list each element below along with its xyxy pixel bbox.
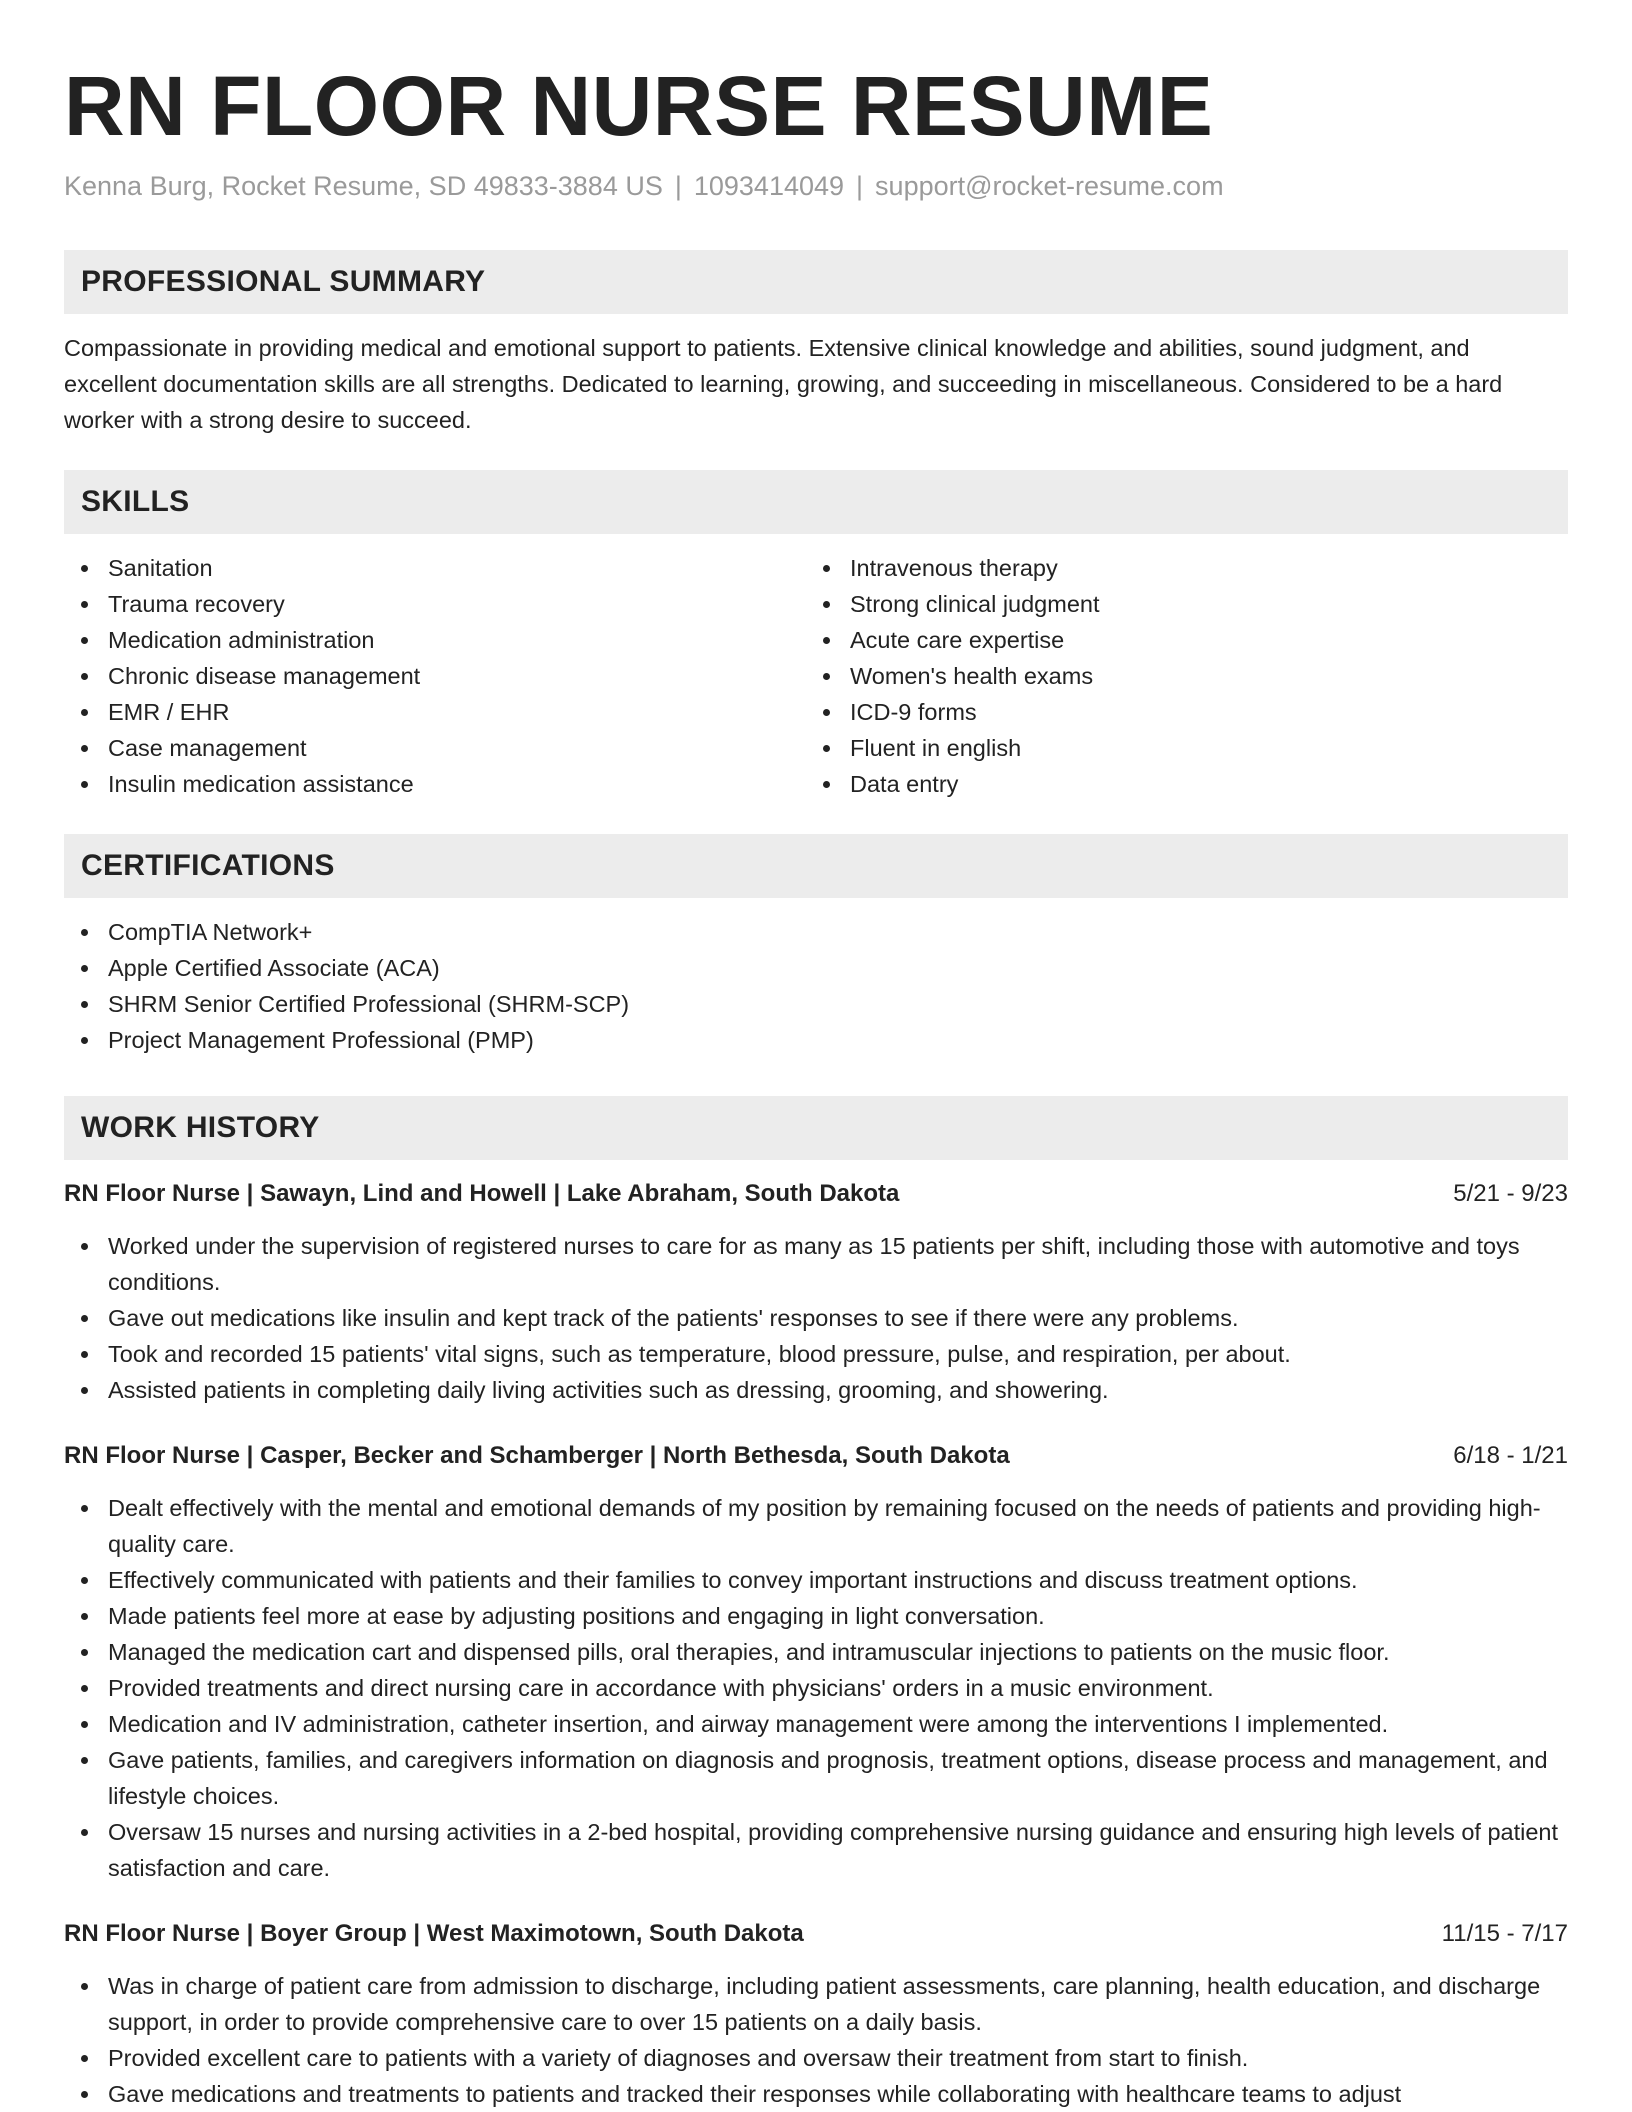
skill-item: Acute care expertise [806,622,1548,658]
skill-item: Data entry [806,766,1548,802]
skill-item: Medication administration [64,622,806,658]
job-duty-item: Oversaw 15 nurses and nursing activities in a 2-bed hospital, providing comprehensive nursing guidance and ensuring high levels of patient satisfaction and care. [64,1814,1568,1886]
job-duty-item: Was in charge of patient care from admission to discharge, including patient assessments, care planning, health education, and discharge support, in order to provide comprehensive care to over 15 patients on a daily basis. [64,1968,1568,2040]
certification-item: SHRM Senior Certified Professional (SHRM-SCP) [64,986,1568,1022]
job-duty-item: Assisted patients in completing daily living activities such as dressing, grooming, and showering. [64,1372,1568,1408]
skills-list-right [806,550,1548,802]
skill-item: Insulin medication assistance [64,766,806,802]
job-entry [64,1438,1568,1886]
skill-item: Women's health exams [806,658,1548,694]
skill-item: Sanitation [64,550,806,586]
resume-page [64,56,1568,2112]
job-dates: 5/21 - 9/23 [1453,1180,1568,1207]
job-header [64,1438,1568,1474]
job-dates: 6/18 - 1/21 [1453,1442,1568,1469]
job-dates: 11/15 - 7/17 [1441,1920,1568,1947]
contact-separator: | [674,171,682,201]
resume-title: RN FLOOR NURSE RESUME [64,59,1214,153]
job-duty-item: Worked under the supervision of registered nurses to care for as many as 15 patients per shift, including those with automotive and toys conditions. [64,1228,1568,1300]
summary-text: Compassionate in providing medical and emotional support to patients. Extensive clinical knowledge and abilities, sound judgment, and excellent documentation skills are all strengths. Dedicated to learning, growing, and succeeding in miscellaneous. Considered to be a hard worker with a strong desire to succeed. [64,335,1503,433]
skill-item: ICD-9 forms [806,694,1548,730]
skill-item: Intravenous therapy [806,550,1548,586]
certification-item: CompTIA Network+ [64,914,1568,950]
job-duty-item: Managed the medication cart and dispensed pills, oral therapies, and intramuscular injections to patients on the music floor. [64,1634,1568,1670]
job-duty-item: Gave patients, families, and caregivers information on diagnosis and prognosis, treatment options, disease process and management, and lifestyle choices. [64,1742,1568,1814]
section-heading-summary: PROFESSIONAL SUMMARY [64,250,1568,314]
skill-item: Trauma recovery [64,586,806,622]
contact-separator: | [856,171,864,201]
skill-item: Strong clinical judgment [806,586,1548,622]
certifications-list [64,914,1568,1058]
skill-item: Fluent in english [806,730,1548,766]
job-entry [64,1176,1568,1408]
job-duty-item: Made patients feel more at ease by adjusting positions and engaging in light conversation. [64,1598,1568,1634]
job-duty-item: Provided treatments and direct nursing care in accordance with physicians' orders in a music environment. [64,1670,1568,1706]
job-duty-item: Effectively communicated with patients and their families to convey important instructions and discuss treatment options. [64,1562,1568,1598]
certification-item: Project Management Professional (PMP) [64,1022,1568,1058]
section-heading-skills: SKILLS [64,470,1568,534]
job-duties-list [64,1490,1568,1886]
job-duties-list [64,1228,1568,1408]
job-duty-item: Dealt effectively with the mental and emotional demands of my position by remaining focused on the needs of patients and providing high-quality care. [64,1490,1568,1562]
skill-item: Case management [64,730,806,766]
skill-item: EMR / EHR [64,694,806,730]
certification-item: Apple Certified Associate (ACA) [64,950,1568,986]
job-duty-item: Medication and IV administration, catheter insertion, and airway management were among the interventions I implemented. [64,1706,1568,1742]
job-header [64,1916,1568,1952]
skills-columns [64,550,1568,802]
job-duty-item: Took and recorded 15 patients' vital signs, such as temperature, blood pressure, pulse, and respiration, per about. [64,1336,1568,1372]
job-duties-list [64,1968,1568,2112]
contact-phone: 1093414049 [693,171,845,201]
skill-item: Chronic disease management [64,658,806,694]
contact-line [64,168,1568,204]
job-duty-item: Provided excellent care to patients with a variety of diagnoses and oversaw their treatment from start to finish. [64,2040,1568,2076]
section-heading-certifications: CERTIFICATIONS [64,834,1568,898]
contact-address: Kenna Burg, Rocket Resume, SD 49833-3884 US [64,171,663,201]
job-title: RN Floor Nurse | Sawayn, Lind and Howell | Lake Abraham, South Dakota [64,1180,900,1207]
work-history-list [64,1176,1568,2112]
skills-list-left [64,550,806,802]
section-heading-work-history: WORK HISTORY [64,1096,1568,1160]
job-title: RN Floor Nurse | Boyer Group | West Maximotown, South Dakota [64,1920,804,1947]
job-header [64,1176,1568,1212]
contact-email: support@rocket-resume.com [875,171,1224,201]
job-entry [64,1916,1568,2112]
job-duty-item: Gave medications and treatments to patients and tracked their responses while collaborating with healthcare teams to adjust [64,2076,1568,2112]
job-duty-item: Gave out medications like insulin and kept track of the patients' responses to see if there were any problems. [64,1300,1568,1336]
job-title: RN Floor Nurse | Casper, Becker and Schamberger | North Bethesda, South Dakota [64,1442,1010,1469]
